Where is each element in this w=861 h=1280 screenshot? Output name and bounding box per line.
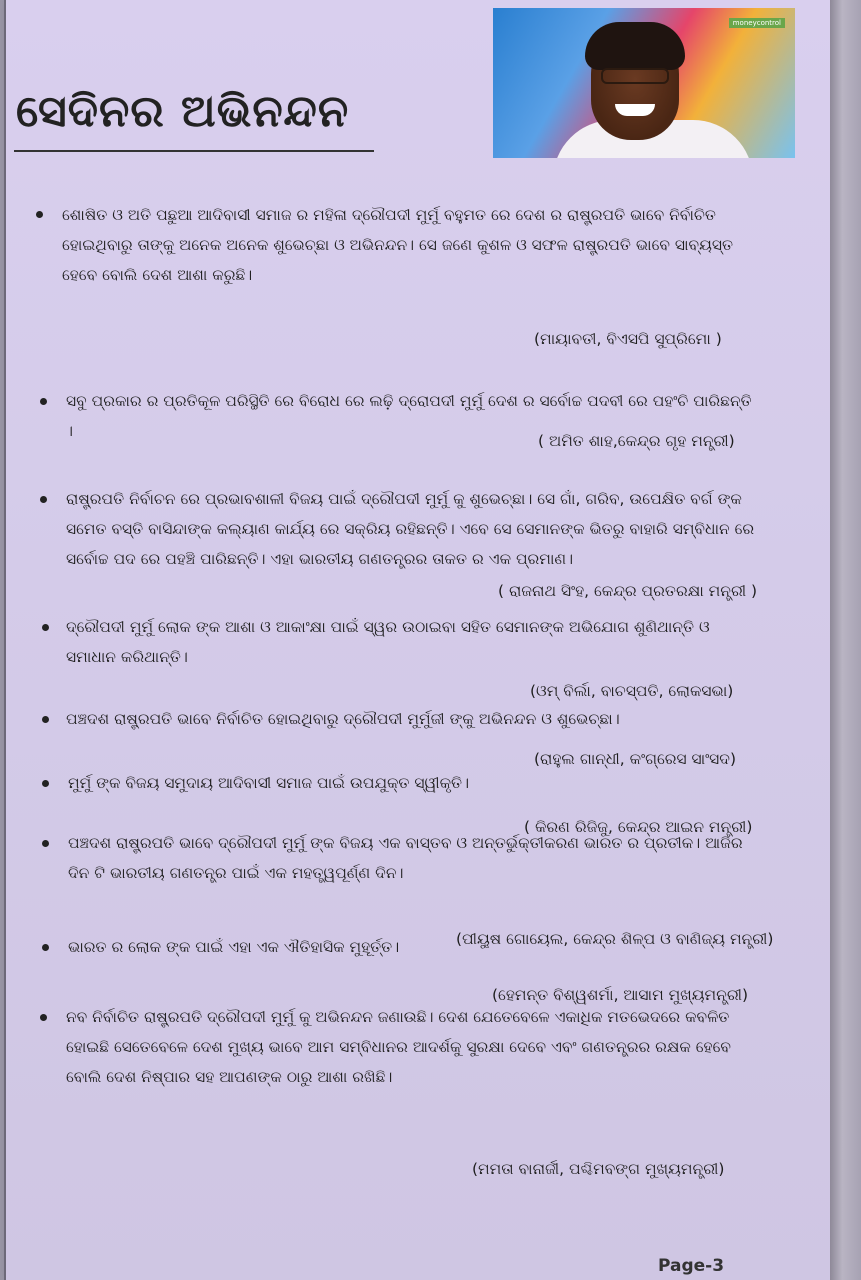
- bullet-icon: [40, 496, 47, 503]
- photo-smile: [615, 104, 655, 116]
- quote-attribution: ( କିରଣ ରିଜିଜୁ, କେନ୍ଦ୍ର ଆଇନ ମନ୍ତ୍ରୀ): [524, 818, 753, 836]
- photo-hair: [585, 22, 685, 70]
- bullet-icon: [42, 944, 49, 951]
- quote-attribution: (ଓମ୍ ବିର୍ଲା, ବାଚସ୍ପତି, ଲୋକସଭା): [530, 682, 734, 700]
- photo-glasses: [601, 68, 669, 84]
- page-number: Page-3: [658, 1256, 725, 1276]
- photo-brand-logo: moneycontrol: [729, 18, 785, 28]
- quote-attribution: ( ଅମିତ ଶାହ,କେନ୍ଦ୍ର ଗୃହ ମନ୍ତ୍ରୀ): [538, 432, 735, 450]
- quote-text: ନବ ନିର୍ବାଚିତ ରାଷ୍ଟ୍ରପତି ଦ୍ରୌପଦୀ ମୁର୍ମୁ କୁ ଅଭିନନ୍ଦନ ଜଣାଉଛି। ଦେଶ ଯେତେବେଳେ ଏକାଧିକ ମତଭେଦରେ କବଳିତ ହୋଇଛି ସେତେବେଳେ ଦେଶ ମୁଖ୍ୟ ଭାବେ ଆମ ସମ୍ବିଧାନର ଆଦର୍ଶକୁ ସୁରକ୍ଷା ଦେବେ ଏବଂ ଗଣତନ୍ତ୍ରର ରକ୍ଷକ ହେବେ ବୋଲି ଦେଶ ନିଷ୍ପାର ସହ ଆପଣଙ୍କ ଠାରୁ ଆଶା ରଖିଛି।: [66, 1008, 731, 1086]
- quote-text: ମୁର୍ମୁ ଙ୍କ ବିଜୟ ସମୁଦାୟ ଆଦିବାସୀ ସମାଜ ପାଇଁ ଉପଯୁକ୍ତ ସ୍ୱୀକୃତି।: [68, 774, 470, 792]
- quote-attribution: (ମାୟାବତୀ, ବିଏସପି ସୁପ୍ରିମୋ ): [534, 330, 722, 348]
- title-underline: [14, 150, 374, 152]
- quote-text: ଭାରତ ର ଲୋକ ଙ୍କ ପାଇଁ ଏହା ଏକ ଐତିହାସିକ ମୁହୂର୍ତ୍ତ।: [68, 938, 400, 956]
- bullet-icon: [40, 1014, 47, 1021]
- quote-text: ସବୁ ପ୍ରକାର ର ପ୍ରତିକୂଳ ପରିସ୍ଥିତି ରେ ବିରୋଧ ରେ ଲଢ଼ି ଦ୍ରୋପଦୀ ମୁର୍ମୁ ଦେଶ ର ସର୍ବୋଚ୍ଚ ପଦବୀ ରେ ପହଂଚି ପାରିଛନ୍ତି ।: [66, 392, 752, 440]
- page-title: ସେଦିନର ଅଭିନନ୍ଦନ: [16, 86, 350, 137]
- quote-attribution: (ମମତା ବାନାର୍ଜୀ, ପଶ୍ଚିମବଙ୍ଗ ମୁଖ୍ୟମନ୍ତ୍ରୀ): [472, 1160, 725, 1178]
- portrait-photo: [493, 8, 795, 158]
- bullet-icon: [42, 624, 49, 631]
- quote-text: ପଞ୍ଚଦଶ ରାଷ୍ଟ୍ରପତି ଭାବେ ନିର୍ବାଚିତ ହୋଇଥିବାରୁ ଦ୍ରୌପଦୀ ମୁର୍ମୁଜୀ ଙ୍କୁ ଅଭିନନ୍ଦନ ଓ ଶୁଭେଚ୍ଛା।: [66, 710, 620, 728]
- quote-text: ଦ୍ରୌପଦୀ ମୁର୍ମୁ ଲୋକ ଙ୍କ ଆଶା ଓ ଆକାଂକ୍ଷା ପାଇଁ ସ୍ୱର ଉଠାଇବା ସହିତ ସେମାନଙ୍କ ଅଭିଯୋଗ ଶୁଣିଥାନ୍ତି ଓ ସମାଧାନ କରିଥାନ୍ତି।: [66, 618, 710, 666]
- quote-attribution: (ପୀୟୁଷ ଗୋୟେଲ, କେନ୍ଦ୍ର ଶିଳ୍ପ ଓ ବାଣିଜ୍ୟ ମନ୍ତ୍ରୀ): [456, 930, 774, 948]
- quote-attribution: (ହେମନ୍ତ ବିଶ୍ୱଶର୍ମା, ଆସାମ ମୁଖ୍ୟମନ୍ତ୍ରୀ): [492, 986, 749, 1004]
- quote-text: ପଞ୍ଚଦଶ ରାଷ୍ଟ୍ରପତି ଭାବେ ଦ୍ରୌପଦୀ ମୁର୍ମୁ ଙ୍କ ବିଜୟ ଏକ ବାସ୍ତବ ଓ ଅନ୍ତର୍ଭୁକ୍ତୀକରଣ ଭାରତ ର ପ୍ରତୀକ। ଆଜିର ଦିନ ଟି ଭାରତୀୟ ଗଣତନ୍ତ୍ର ପାଇଁ ଏକ ମହତ୍ତ୍ୱପୂର୍ଣ୍ଣ ଦିନ।: [68, 834, 743, 882]
- bullet-icon: [36, 211, 43, 218]
- quote-text: ରାଷ୍ଟ୍ରପତି ନିର୍ବାଚନ ରେ ପ୍ରଭାବଶାଳୀ ବିଜୟ ପାଇଁ ଦ୍ରୌପଦୀ ମୁର୍ମୁ କୁ ଶୁଭେଚ୍ଛା। ସେ ଗାଁ, ଗରିବ, ଉପେକ୍ଷିତ ବର୍ଗ ଙ୍କ ସମେତ ବସ୍ତି ବାସିନ୍ଦାଙ୍କ କଲ୍ୟାଣ କାର୍ଯ୍ୟ ରେ ସକ୍ରିୟ ରହିଛନ୍ତି। ଏବେ ସେ ସେମାନଙ୍କ ଭିତରୁ ବାହାରି ସମ୍ବିଧାନ ରେ ସର୍ବୋଚ୍ଚ ପଦ ରେ ପହଞ୍ଚି ପାରିଛନ୍ତି। ଏହା ଭାରତୀୟ ଗଣତନ୍ତ୍ରର ତାକତ ର ଏକ ପ୍ରମାଣ।: [66, 490, 755, 568]
- quote-text: ଶୋଷିତ ଓ ଅତି ପଛୁଆ ଆଦିବାସୀ ସମାଜ ର ମହିଳା ଦ୍ରୌପଦୀ ମୁର୍ମୁ ବହୁମତ ରେ ଦେଶ ର ରାଷ୍ଟ୍ରପତି ଭାବେ ନିର୍ବାଚିତ ହୋଇଥିବାରୁ ତାଙ୍କୁ ଅନେକ ଅନେକ ଶୁଭେଚ୍ଛା ଓ ଅଭିନନ୍ଦନ। ସେ ଜଣେ କୁଶଳ ଓ ସଫଳ ରାଷ୍ଟ୍ରପତି ଭାବେ ସାବ୍ୟସ୍ତ ହେବେ ବୋଲି ଦେଶ ଆଶା କରୁଛି।: [62, 206, 734, 284]
- bullet-icon: [42, 840, 49, 847]
- bullet-icon: [42, 716, 49, 723]
- quote-attribution: ( ରାଜନାଥ ସିଂହ, କେନ୍ଦ୍ର ପ୍ରତରକ୍ଷା ମନ୍ତ୍ରୀ ): [498, 582, 758, 600]
- page-edge: [830, 0, 861, 1280]
- bullet-icon: [42, 780, 49, 787]
- quote-attribution: (ରାହୁଲ ଗାନ୍ଧୀ, କଂଗ୍ରେସ ସାଂସଦ): [534, 750, 736, 768]
- bullet-icon: [40, 398, 47, 405]
- magazine-page: [4, 0, 832, 1280]
